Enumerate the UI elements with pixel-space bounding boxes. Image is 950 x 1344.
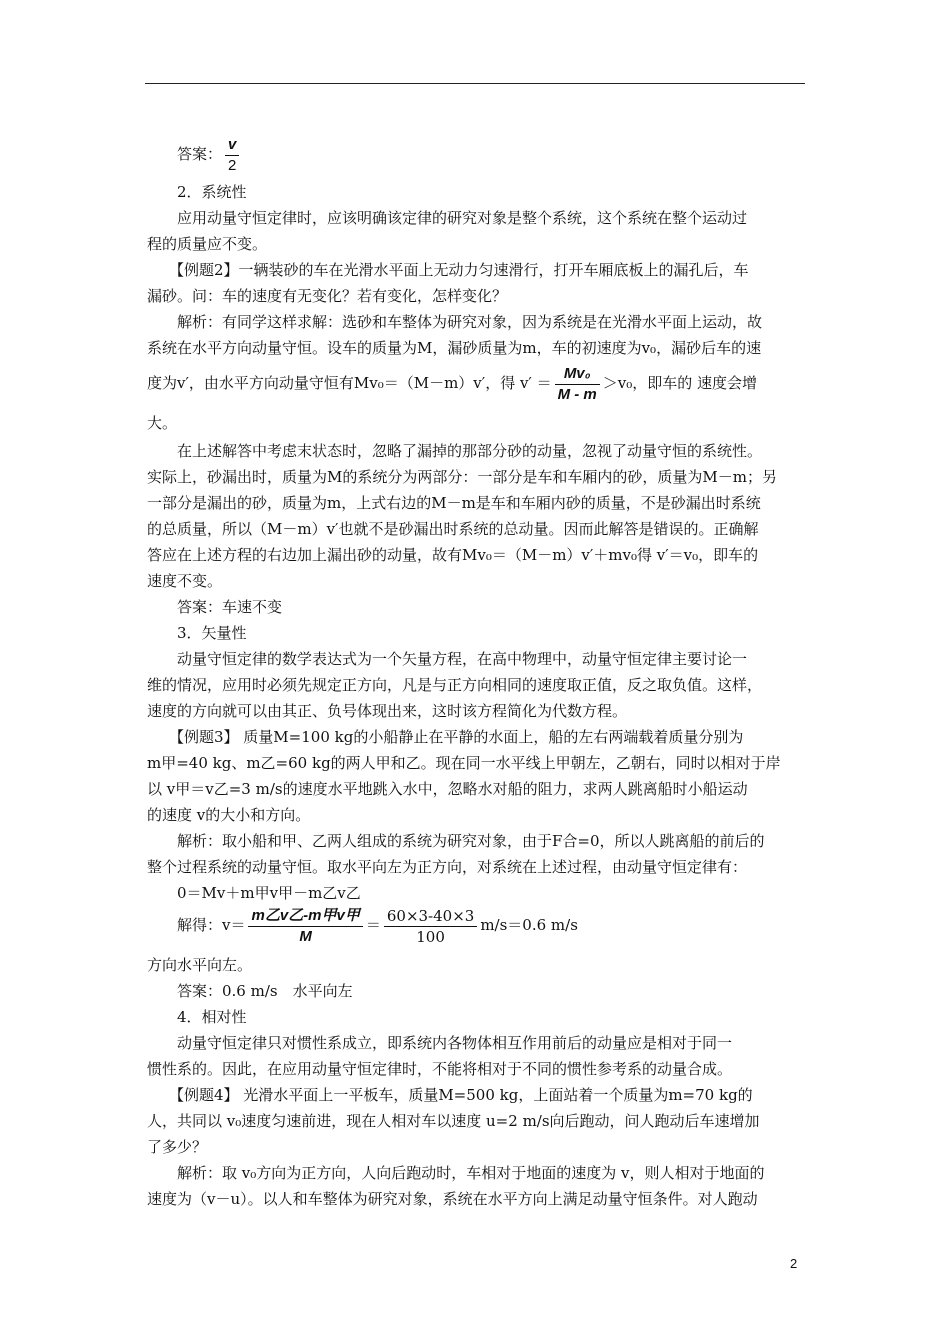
example-4-solution-line: 速度为（v－u）。以人和车整体为研究对象，系统在水平方向上满足动量守恒条件。对人跑动: [147, 1190, 758, 1208]
result-text: m/s＝0.6 m/s: [480, 916, 578, 934]
section-3-paragraph-line: 速度的方向就可以由其正、负号体现出来，这时该方程简化为代数方程。: [147, 702, 628, 720]
example-4-question: 【例题4】 光滑水平面上一平板车，质量M=500 kg，上面站着一个质量为m=70 kg的: [169, 1086, 753, 1104]
example-2-solution-line: 系统在水平方向动量守恒。设车的质量为M，漏砂质量为m，车的初速度为v₀，漏砂后车的速: [147, 339, 762, 357]
fraction-mv0-over-m-minus-m: [555, 364, 600, 405]
section-3-paragraph-line: 动量守恒定律的数学表达式为一个矢量方程，在高中物理中，动量守恒定律主要讨论一: [177, 650, 748, 668]
example-3-momentum-equation: 0＝Mv＋m甲v甲－m乙v乙: [177, 884, 361, 902]
example-2-equation-line: [147, 360, 757, 406]
example-4-question: 人，共同以 v₀速度匀速前进，现在人相对车以速度 u=2 m/s向后跑动，问人跑动后车速增加: [147, 1112, 760, 1130]
example-2-question: 漏砂。问：车的速度有无变化？若有变化，怎样变化？: [147, 287, 508, 305]
fraction-numerator: Mv₀: [563, 364, 591, 382]
example-3-question: 以 v甲＝v乙=3 m/s的速度水平地跳入水中，忽略水对船的阻力，求两人跳离船时小船运动: [147, 780, 748, 798]
section-3-heading: 3．矢量性: [177, 624, 247, 642]
fraction-numerator: v: [228, 135, 237, 153]
example-2-solution-line: 大。: [147, 414, 178, 432]
equals-sign: ＝: [365, 916, 381, 934]
example-3-question: 【例题3】 质量M=100 kg的小船静止在平静的水面上，船的左右两端载着质量分别为: [169, 728, 744, 746]
fraction-denominator: M - m: [557, 385, 597, 403]
example-3-solve-line: [177, 900, 578, 950]
section-4-paragraph-line: 动量守恒定律只对惯性系成立，即系统内各物体相互作用前后的动量应是相对于同一: [177, 1034, 733, 1052]
example-2-comment-line: 实际上，砂漏出时，质量为M的系统分为两部分：一部分是车和车厢内的砂，质量为M－m；另: [147, 468, 777, 486]
section-4-paragraph-line: 惯性系的。因此，在应用动量守恒定律时，不能将相对于不同的惯性参考系的动量合成。: [147, 1060, 733, 1078]
section-4-heading: 4．相对性: [177, 1008, 247, 1026]
example-2-answer: 答案：车速不变: [177, 598, 283, 616]
section-2-paragraph-line: 程的质量应不变。: [147, 235, 268, 253]
fraction-v-over-2: [225, 135, 239, 176]
fraction-denominator: 2: [228, 156, 237, 174]
example-3-answer: 答案：0.6 m/s 水平向左: [177, 982, 353, 1000]
example-3-solution-line: 解析：取小船和甲、乙两人组成的系统为研究对象，由于F合=0，所以人跳离船的前后的: [177, 832, 765, 850]
example-4-solution-line: 解析：取 v₀方向为正方向，人向后跑动时，车相对于地面的速度为 v，则人相对于地面的: [177, 1164, 765, 1182]
example-3-solution-line: 整个过程系统的动量守恒。取水平向左为正方向，对系统在上述过程，由动量守恒定律有：: [147, 858, 748, 876]
example-3-question: m甲=40 kg、m乙=60 kg的两人甲和乙。现在同一水平线上甲朝左，乙朝右，同时以相对于岸: [147, 754, 781, 772]
section-2-paragraph-line: 应用动量守恒定律时，应该明确该定律的研究对象是整个系统，这个系统在整个运动过: [177, 209, 748, 227]
fraction-numerator: m乙v乙-m甲v甲: [251, 906, 360, 924]
fraction-symbolic: [248, 906, 362, 947]
header-rule: [145, 83, 805, 84]
page-number: 2: [790, 1256, 798, 1271]
example-2-comment-line: 的总质量，所以（M－m）v′也就不是砂漏出时系统的总动量。因而此解答是错误的。正确解: [147, 520, 759, 538]
answer-1: [177, 132, 242, 176]
solve-label: 解得：v＝: [177, 916, 246, 934]
fraction-denominator: 100: [416, 927, 445, 946]
answer-label: 答案：: [177, 145, 223, 163]
example-3-direction: 方向水平向左。: [147, 956, 253, 974]
equation-text: ＞v₀，即车的 速度会增: [602, 374, 758, 392]
example-2-comment-line: 答应在上述方程的右边加上漏出砂的动量，故有Mv₀＝（M－m）v′＋mv₀得 v′＝v₀，即车的: [147, 546, 759, 564]
equation-text: 度为v′，由水平方向动量守恒有Mv₀＝（M－m）v′，得 v′ ＝: [147, 374, 552, 392]
section-3-paragraph-line: 维的情况，应用时必须先规定正方向，凡是与正方向相同的速度取正值，反之取负值。这样，: [147, 676, 763, 694]
example-2-comment-line: 一部分是漏出的砂，质量为m，上式右边的M－m是车和车厢内砂的质量，不是砂漏出时系统: [147, 494, 761, 512]
fraction-numeric: [384, 906, 477, 947]
example-3-question: 的速度 v的大小和方向。: [147, 806, 311, 824]
section-2-heading: 2．系统性: [177, 183, 247, 201]
example-2-question: 【例题2】一辆装砂的车在光滑水平面上无动力匀速滑行，打开车厢底板上的漏孔后，车: [169, 261, 749, 279]
example-2-comment-line: 速度不变。: [147, 572, 223, 590]
example-4-question: 了多少？: [147, 1138, 208, 1156]
example-2-solution-line: 解析：有同学这样求解：选砂和车整体为研究对象，因为系统是在光滑水平面上运动，故: [177, 313, 763, 331]
example-2-comment-line: 在上述解答中考虑末状态时，忽略了漏掉的那部分砂的动量，忽视了动量守恒的系统性。: [177, 442, 763, 460]
fraction-numerator: 60×3-40×3: [386, 906, 475, 925]
fraction-denominator: M: [299, 927, 312, 945]
